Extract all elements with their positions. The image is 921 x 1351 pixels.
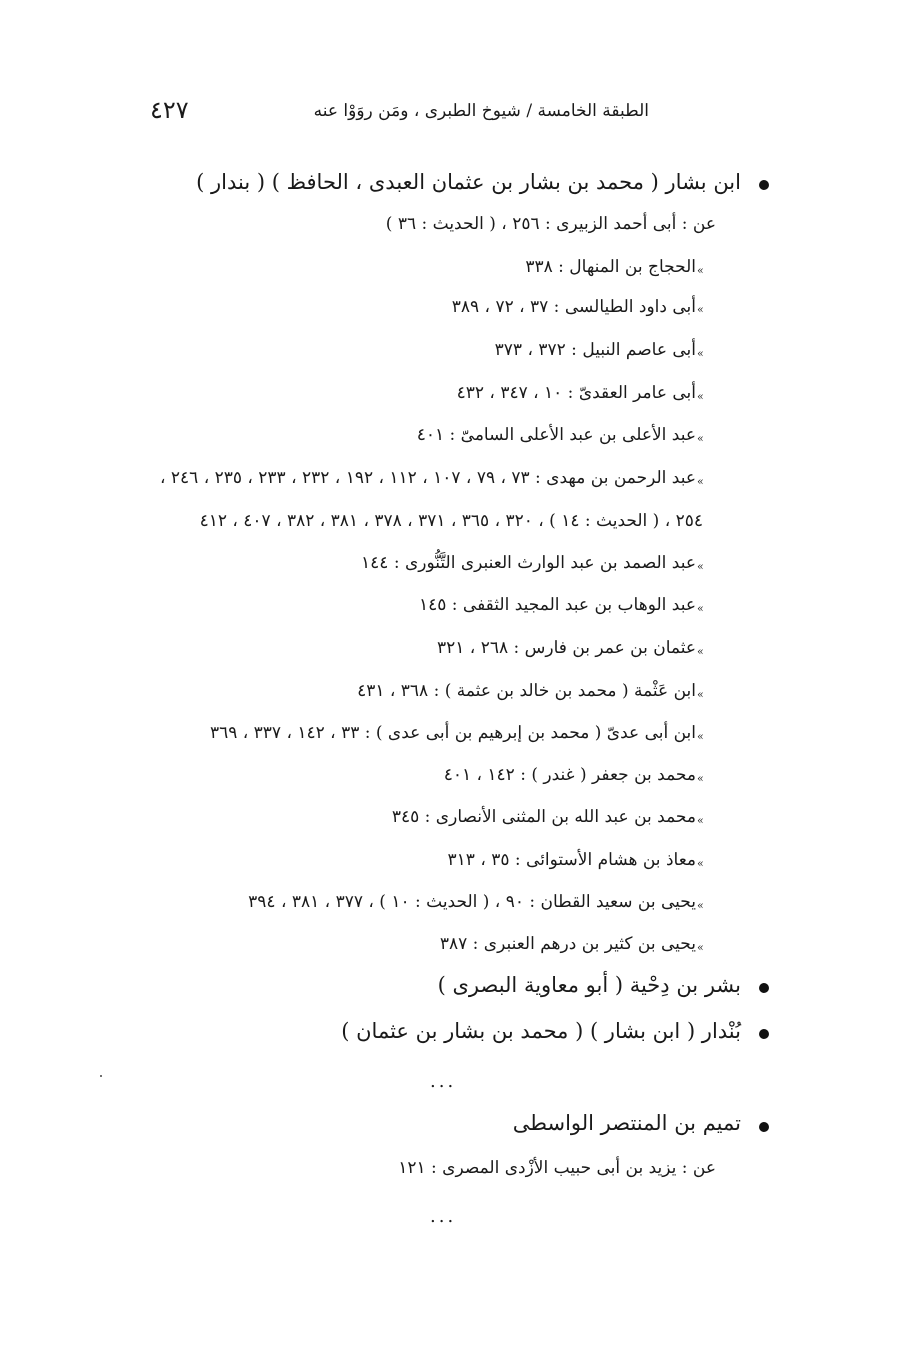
ditto-mark: « (697, 347, 704, 360)
ellipsis: ... (430, 1206, 457, 1227)
entry-heading: ابن بشار ( محمد بن بشار بن عثمان العبدى ، الحافظ ) ( بندار ) (196, 170, 741, 194)
ditto-mark: « (697, 814, 704, 827)
ditto-mark: « (697, 303, 704, 316)
sub-line: عبد الرحمن بن مهدى : ٧٣ ، ٧٩ ، ١٠٧ ، ١١٢ ، ١٩٢ ، ٢٣٢ ، ٢٣٣ ، ٢٣٥ ، ٢٤٦ ، (160, 468, 696, 488)
ditto-mark: « (697, 602, 704, 615)
entry-bullet (759, 1029, 769, 1039)
sub-line-continuation: ٢٥٤ ، ( الحديث : ١٤ ) ، ٣٢٠ ، ٣٦٥ ، ٣٧١ ، ٣٧٨ ، ٣٨١ ، ٣٨٢ ، ٤٠٧ ، ٤١٢ (199, 511, 703, 531)
sub-line: الحجاج بن المنهال : ٣٣٨ (525, 257, 696, 277)
sub-line: عبد الصمد بن عبد الوارث العنبرى التَّنُّورى : ١٤٤ (361, 553, 696, 573)
sub-line: يحيى بن سعيد القطان : ٩٠ ، ( الحديث : ١٠ ) ، ٣٧٧ ، ٣٨١ ، ٣٩٤ (248, 892, 696, 912)
entry-bullet (759, 983, 769, 993)
ditto-mark: « (697, 772, 704, 785)
sub-line: معاذ بن هشام الأستوائى : ٣٥ ، ٣١٣ (447, 850, 696, 870)
ditto-mark: « (697, 941, 704, 954)
sub-line: محمد بن جعفر ( غندر ) : ١٤٢ ، ٤٠١ (443, 765, 696, 785)
entry-bullet (759, 180, 769, 190)
running-header: الطبقة الخامسة / شيوخ الطبرى ، ومَن روَوْا عنه (313, 101, 649, 121)
ditto-mark: « (697, 688, 704, 701)
ditto-mark: « (697, 560, 704, 573)
sub-line: يحيى بن كثير بن درهم العنبرى : ٣٨٧ (439, 934, 696, 954)
entry-heading: تميم بن المنتصر الواسطى (512, 1111, 741, 1135)
entry-heading: بُنْدار ( ابن بشار ) ( محمد بن بشار بن عثمان ) (341, 1019, 741, 1043)
entry-bullet (759, 1122, 769, 1132)
sub-line: أبى عامر العقدىّ : ١٠ ، ٣٤٧ ، ٤٣٢ (456, 383, 696, 403)
ditto-mark: « (697, 475, 704, 488)
sub-line: أبى عاصم النبيل : ٣٧٢ ، ٣٧٣ (494, 340, 696, 360)
ditto-mark: « (697, 390, 704, 403)
ditto-mark: « (697, 432, 704, 445)
ditto-mark: « (697, 645, 704, 658)
sub-line: أبى داود الطيالسى : ٣٧ ، ٧٢ ، ٣٨٩ (451, 297, 696, 317)
sub-line: ابن عَثْمة ( محمد بن خالد بن عثمة ) : ٣٦٨ ، ٤٣١ (357, 681, 696, 701)
ditto-mark: « (697, 899, 704, 912)
entry-an-line: عن : أبى أحمد الزبيرى : ٢٥٦ ، ( الحديث : ٣٦ ) (385, 214, 716, 234)
print-speck (100, 1075, 102, 1077)
ditto-mark: « (697, 857, 704, 870)
ditto-mark: « (697, 264, 704, 277)
sub-line: ابن أبى عدىّ ( محمد بن إبرهيم بن أبى عدى ) : ٣٣ ، ١٤٢ ، ٣٣٧ ، ٣٦٩ (209, 723, 696, 743)
sub-line: محمد بن عبد الله بن المثنى الأنصارى : ٣٤٥ (391, 807, 696, 827)
entry-heading: بشر بن دِحْية ( أبو معاوية البصرى ) (437, 973, 741, 997)
sub-line: عبد الأعلى بن عبد الأعلى السامىّ : ٤٠١ (416, 425, 696, 445)
sub-line: عبد الوهاب بن عبد المجيد الثقفى : ١٤٥ (418, 595, 696, 615)
page-number: ٤٢٧ (150, 96, 189, 124)
ditto-mark: « (697, 730, 704, 743)
entry-an-line: عن : يزيد بن أبى حبيب الأزْدى المصرى : ١٢١ (398, 1158, 716, 1178)
sub-line: عثمان بن عمر بن فارس : ٢٦٨ ، ٣٢١ (437, 638, 696, 658)
ellipsis: ... (430, 1071, 457, 1092)
